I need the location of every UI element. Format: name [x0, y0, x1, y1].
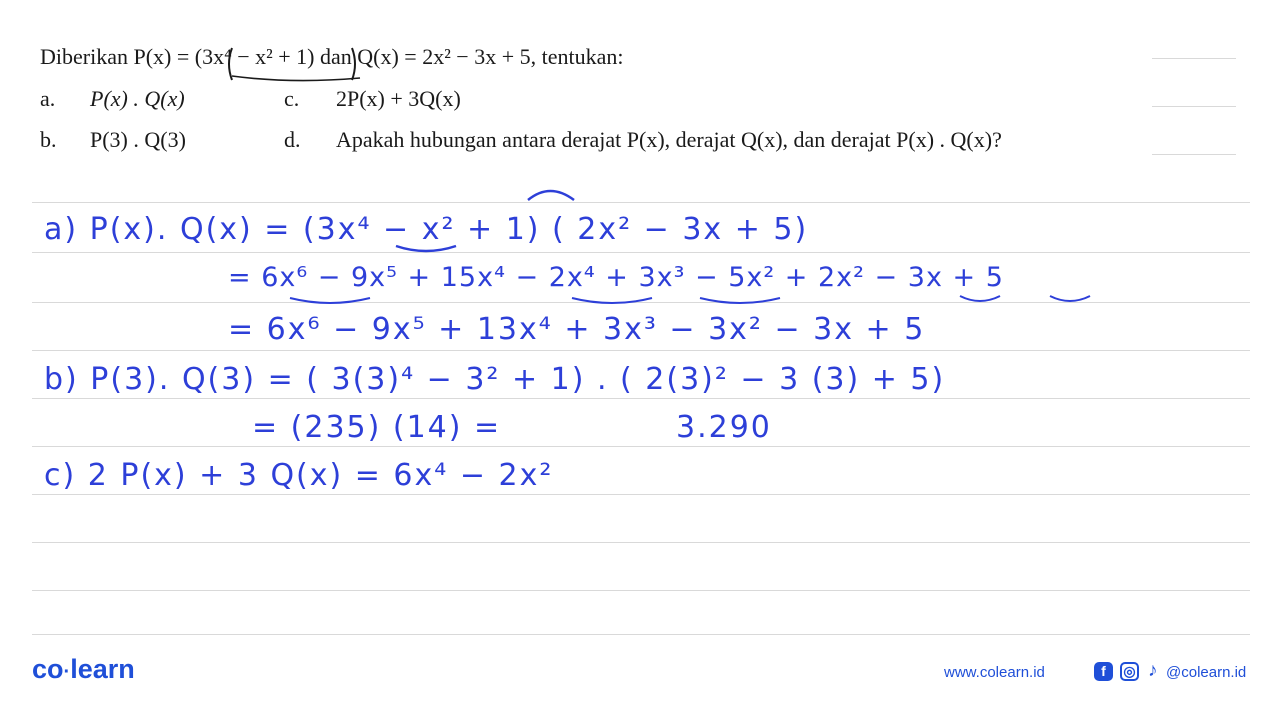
handwriting-b-result: 3.290: [676, 410, 772, 445]
website-link[interactable]: www.colearn.id: [944, 664, 1045, 681]
handwriting-a-line3: = 6x⁶ − 9x⁵ + 13x⁴ + 3x³ − 3x² − 3x + 5: [228, 312, 926, 347]
handwriting-b-line1: b) P(3). Q(3) = ( 3(3)⁴ − 3² + 1) . ( 2(3)² − 3 (3) + 5): [44, 362, 946, 397]
question-intro: Diberikan P(x) = (3x⁴ − x² + 1) dan Q(x) = 2x² − 3x + 5, tentukan:: [40, 44, 624, 69]
tiktok-icon[interactable]: ♪: [1148, 660, 1158, 681]
underline-mark: [960, 296, 1000, 301]
underline-mark: [572, 298, 652, 303]
underline-mark: [1050, 296, 1090, 301]
item-b-label: b.: [40, 127, 57, 152]
underline-mark: [232, 76, 360, 81]
arc-mark: [528, 191, 574, 200]
handwriting-a-line2: = 6x⁶ − 9x⁵ + 15x⁴ − 2x⁴ + 3x³ − 5x² + 2x² − 3x + 5: [228, 262, 1004, 293]
underline-mark: [290, 298, 370, 303]
item-c-label: c.: [284, 86, 300, 111]
item-a-label: a.: [40, 86, 56, 111]
item-d-text: Apakah hubungan antara derajat P(x), derajat Q(x), dan derajat P(x) . Q(x)?: [336, 127, 1002, 152]
item-d-label: d.: [284, 127, 301, 152]
facebook-icon[interactable]: f: [1094, 662, 1113, 681]
item-b-text: P(3) . Q(3): [90, 127, 186, 152]
underline-mark: [700, 298, 780, 303]
handwriting-a-line1: a) P(x). Q(x) = (3x⁴ − x² + 1) ( 2x² − 3x + 5): [44, 212, 809, 247]
item-c-text: 2P(x) + 3Q(x): [336, 86, 461, 111]
instagram-icon[interactable]: ◎: [1120, 662, 1139, 681]
underline-mark: [396, 246, 456, 251]
handwriting-c-line1: c) 2 P(x) + 3 Q(x) = 6x⁴ − 2x²: [44, 458, 554, 493]
item-a-text: P(x) . Q(x): [90, 86, 185, 111]
bracket-mark: [352, 48, 355, 80]
colearn-logo: co·learn: [32, 654, 135, 684]
social-handle[interactable]: @colearn.id: [1166, 664, 1247, 681]
handwriting-b-line2: = (235) (14) =: [252, 410, 502, 445]
bracket-mark: [229, 48, 232, 80]
